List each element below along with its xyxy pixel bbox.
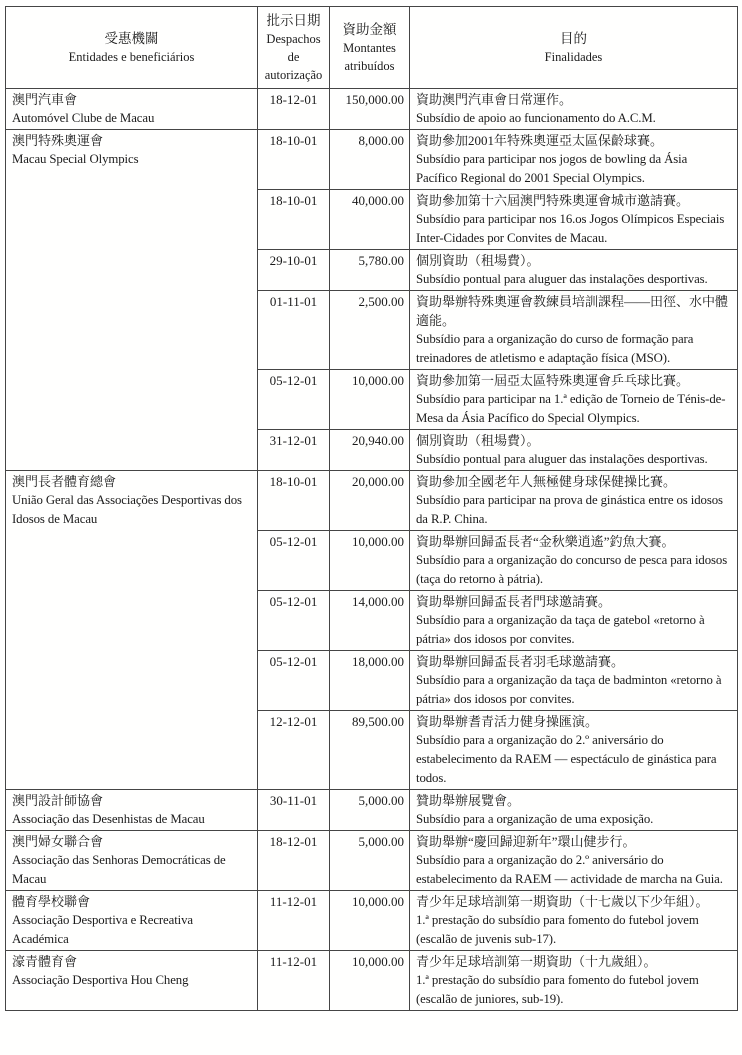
purpose-zh: 資助參加2001年特殊奧運亞太區保齡球賽。	[416, 133, 664, 148]
purpose-pt: Subsídio para participar nos 16.os Jogos Olímpicos Especiais Inter-Cidades por Convites de Macau.	[416, 212, 725, 245]
authorization-date: 30-11-01	[258, 790, 330, 831]
table-header	[6, 7, 738, 89]
purpose-pt: Subsídio para a organização da taça de gatebol «retorno à pátria» dos idosos por convites.	[416, 613, 705, 646]
purpose-cell	[410, 891, 738, 951]
entity-name-zh: 濠青體育會	[12, 954, 78, 969]
header-row	[6, 7, 738, 89]
purpose-pt: Subsídio pontual para aluguer das instalações desportivas.	[416, 272, 708, 286]
header-date	[258, 7, 330, 89]
grant-row	[6, 790, 738, 831]
grant-row	[6, 951, 738, 1011]
purpose-cell	[410, 130, 738, 190]
authorization-date: 18-10-01	[258, 471, 330, 531]
authorization-date: 05-12-01	[258, 370, 330, 430]
header-amount-pt: Montantes atribuídos	[343, 41, 396, 73]
grant-row	[6, 891, 738, 951]
purpose-cell	[410, 430, 738, 471]
purpose-pt: Subsídio pontual para aluguer das instalações desportivas.	[416, 452, 708, 466]
entity-cell	[6, 790, 258, 831]
purpose-cell	[410, 711, 738, 790]
header-entities	[6, 7, 258, 89]
purpose-cell	[410, 190, 738, 250]
grant-amount: 18,000.00	[330, 651, 410, 711]
purpose-pt: Subsídio para a organização do 2.º aniversário do estabelecimento da RAEM — espectáculo de ginástica para todos.	[416, 733, 717, 785]
entity-name-pt: Macau Special Olympics	[12, 152, 139, 166]
grant-amount: 14,000.00	[330, 591, 410, 651]
entity-name-zh: 澳門特殊奧運會	[12, 133, 104, 148]
entity-name-zh: 澳門汽車會	[12, 92, 78, 107]
purpose-zh: 個別資助（租場費）。	[416, 433, 540, 448]
entity-name-zh: 澳門長者體育總會	[12, 474, 117, 489]
purpose-cell	[410, 291, 738, 370]
entity-cell	[6, 471, 258, 790]
authorization-date: 18-10-01	[258, 190, 330, 250]
grant-amount: 150,000.00	[330, 89, 410, 130]
purpose-cell	[410, 790, 738, 831]
header-date-pt: Despachos de autorização	[264, 32, 323, 82]
header-entities-zh: 受惠機關	[104, 31, 159, 46]
purpose-zh: 資助舉辦回歸盃長者“金秋樂逍遙”釣魚大賽。	[416, 534, 675, 549]
grant-amount: 8,000.00	[330, 130, 410, 190]
purpose-zh: 資助舉辦特殊奧運會教練員培訓課程——田徑、水中體適能。	[416, 294, 729, 328]
authorization-date: 05-12-01	[258, 651, 330, 711]
grant-amount: 20,940.00	[330, 430, 410, 471]
grant-amount: 2,500.00	[330, 291, 410, 370]
purpose-pt: Subsídio de apoio ao funcionamento do A.C.M.	[416, 111, 656, 125]
entity-cell	[6, 951, 258, 1011]
header-amount	[330, 7, 410, 89]
purpose-zh: 資助澳門汽車會日常運作。	[416, 92, 573, 107]
purpose-cell	[410, 370, 738, 430]
header-date-zh: 批示日期	[266, 13, 321, 28]
header-entities-pt: Entidades e beneficiários	[68, 50, 195, 64]
grant-amount: 10,000.00	[330, 951, 410, 1011]
entity-name-zh: 澳門設計師協會	[12, 793, 104, 808]
purpose-pt: Subsídio para a organização da taça de badminton «retorno à pátria» dos idosos por convites.	[416, 673, 722, 706]
entity-name-pt: Associação Desportiva Hou Cheng	[12, 973, 189, 987]
authorization-date: 05-12-01	[258, 531, 330, 591]
grant-amount: 5,000.00	[330, 790, 410, 831]
authorization-date: 11-12-01	[258, 951, 330, 1011]
entity-name-zh: 澳門婦女聯合會	[12, 834, 104, 849]
header-purpose-pt: Finalidades	[544, 50, 603, 64]
purpose-zh: 資助舉辦回歸盃長者羽毛球邀請賽。	[416, 654, 625, 669]
purpose-pt: Subsídio para participar na prova de ginástica entre os idosos da R.P. China.	[416, 493, 723, 526]
grant-row	[6, 130, 738, 190]
purpose-zh: 資助參加第十六屆澳門特殊奧運會城市邀請賽。	[416, 193, 690, 208]
purpose-cell	[410, 250, 738, 291]
entity-name-pt: Associação das Senhoras Democráticas de Macau	[12, 853, 226, 886]
purpose-pt: 1.ª prestação do subsídio para fomento do futebol jovem (escalão de juniores, sub-19).	[416, 973, 699, 1006]
purpose-cell	[410, 651, 738, 711]
purpose-zh: 贊助舉辦展覽會。	[416, 793, 521, 808]
authorization-date: 12-12-01	[258, 711, 330, 790]
authorization-date: 11-12-01	[258, 891, 330, 951]
purpose-cell	[410, 831, 738, 891]
entity-name-pt: União Geral das Associações Desportivas dos Idosos de Macau	[12, 493, 242, 526]
grant-amount: 20,000.00	[330, 471, 410, 531]
authorization-date: 01-11-01	[258, 291, 330, 370]
grants-table-body	[6, 89, 738, 1011]
purpose-zh: 青少年足球培訓第一期資助（十七歲以下少年組）。	[416, 894, 709, 909]
header-purpose	[410, 7, 738, 89]
purpose-pt: Subsídio para participar na 1.ª edição de Torneio de Ténis-de-Mesa da Ásia Pacífico do Special Olympics.	[416, 392, 726, 425]
purpose-zh: 青少年足球培訓第一期資助（十九歲組）。	[416, 954, 657, 969]
header-amount-zh: 資助金額	[342, 22, 397, 37]
grant-row	[6, 831, 738, 891]
subsidies-table	[5, 6, 738, 1011]
authorization-date: 29-10-01	[258, 250, 330, 291]
purpose-zh: 資助參加全國老年人無極健身球保健操比賽。	[416, 474, 677, 489]
purpose-cell	[410, 591, 738, 651]
purpose-pt: Subsídio para a organização do curso de formação para treinadores de atletismo e adaptação física (MSO).	[416, 332, 694, 365]
entity-name-pt: Associação Desportiva e Recreativa Académica	[12, 913, 194, 946]
entity-name-pt: Automóvel Clube de Macau	[12, 111, 155, 125]
authorization-date: 18-12-01	[258, 89, 330, 130]
grant-amount: 5,000.00	[330, 831, 410, 891]
authorization-date: 05-12-01	[258, 591, 330, 651]
purpose-cell	[410, 531, 738, 591]
purpose-zh: 資助參加第一屆亞太區特殊奧運會乒乓球比賽。	[416, 373, 690, 388]
purpose-cell	[410, 89, 738, 130]
authorization-date: 18-12-01	[258, 831, 330, 891]
grant-amount: 89,500.00	[330, 711, 410, 790]
grant-row	[6, 471, 738, 531]
entity-cell	[6, 891, 258, 951]
purpose-pt: 1.ª prestação do subsídio para fomento do futebol jovem (escalão de juvenis sub-17).	[416, 913, 699, 946]
entity-cell	[6, 89, 258, 130]
entity-cell	[6, 831, 258, 891]
grant-amount: 10,000.00	[330, 370, 410, 430]
grant-amount: 40,000.00	[330, 190, 410, 250]
grant-amount: 10,000.00	[330, 891, 410, 951]
purpose-zh: 資助舉辦回歸盃長者門球邀請賽。	[416, 594, 612, 609]
purpose-pt: Subsídio para a organização de uma exposição.	[416, 812, 654, 826]
entity-cell	[6, 130, 258, 471]
header-purpose-zh: 目的	[560, 31, 587, 46]
grant-amount: 5,780.00	[330, 250, 410, 291]
purpose-cell	[410, 951, 738, 1011]
purpose-zh: 資助舉辦“慶回歸迎新年”環山健步行。	[416, 834, 636, 849]
authorization-date: 18-10-01	[258, 130, 330, 190]
entity-name-zh: 體育學校聯會	[12, 894, 91, 909]
purpose-pt: Subsídio para a organização do 2.º aniversário do estabelecimento da RAEM — actividade de marcha na Guia.	[416, 853, 723, 886]
entity-name-pt: Associação das Desenhistas de Macau	[12, 812, 205, 826]
purpose-zh: 個別資助（租場費）。	[416, 253, 540, 268]
purpose-pt: Subsídio para participar nos jogos de bowling da Ásia Pacífico Regional do 2001 Special Olympics.	[416, 152, 688, 185]
purpose-cell	[410, 471, 738, 531]
purpose-pt: Subsídio para a organização do concurso de pesca para idosos (taça do retorno à pátria).	[416, 553, 728, 586]
authorization-date: 31-12-01	[258, 430, 330, 471]
grant-row	[6, 89, 738, 130]
purpose-zh: 資助舉辦耆青活力健身操匯演。	[416, 714, 599, 729]
grant-amount: 10,000.00	[330, 531, 410, 591]
